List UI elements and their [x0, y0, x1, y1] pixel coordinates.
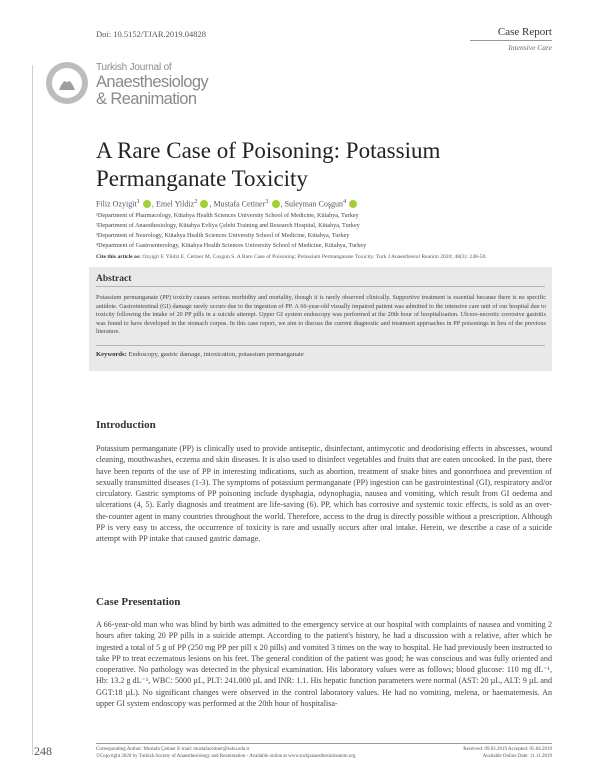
author-sup: 3 — [265, 198, 269, 205]
page-number: 248 — [34, 744, 52, 758]
author-sup: 1 — [136, 198, 140, 205]
article-type: Case Report — [497, 26, 552, 38]
orcid-icon[interactable] — [272, 200, 280, 208]
received-accepted: Received: 09.02.2019 Accepted: 05.04.2019 — [463, 747, 552, 752]
article-title — [96, 137, 516, 193]
orcid-icon[interactable] — [349, 200, 357, 208]
keywords-label: Keywords: — [96, 351, 127, 358]
journal-name-line1: Turkish Journal of — [96, 62, 172, 73]
author-name: Filiz Ozyigit — [96, 199, 137, 209]
journal-name-line2: Anaesthesiology — [96, 73, 209, 91]
article-title-line2: Permanganate Toxicity — [96, 166, 308, 191]
abstract-body: Potassium permanganate (PP) toxicity causes serious morbidity and mortality, though it is rarely observed clinically. Supportive treatment is essential because there is no specific antidote. Gastrointestinal (GI) damage rarely occurs due to the ingestion of PP. A 66-year-old visually impaired patient was admitted to the intensive care unit of our hospital due to toxicity following the intake of 20 PP pills in a suicide attempt. Upper GI system endoscopy was performed at the 20th hour of hospitalisation. Ulcero-necrotic corrosive gastritis was found to have developed in the stomach corpus. In this case report, we aim to discuss the current diagnostic and treatment approaches in PP poisonings in lieu of the previous literature. — [96, 294, 546, 336]
journal-logo-icon — [44, 60, 90, 106]
citation-label: Cite this article as: — [96, 254, 141, 260]
header-rule — [470, 40, 552, 41]
affiliation: ²Department of Anaesthesiology, Kütahya Evliya Çelebi Training and Research Hospital, Kütahya, Turkey — [96, 222, 360, 229]
introduction-body: Potassium permanganate (PP) is clinically used to provide antiseptic, disinfectant, antimycotic and deodorising effects in abscesses, wound cleaning, mouthwashes, eczema and skin diseases. It is also used to disinfect vegetables and fruits that are eaten uncooked. In the past, there have been reports of the use of PP in interesting indications, such as abortion, treatment of snake bites and gonorrhoea and prevention of sexually transmitted diseases (1-3). The symptoms of potassium permanganate (PP) ingestion can be gastrointestinal (GI), respiratory and/or circulatory. Gastric symptoms of PP poisoning include dysphagia, odynophagia, nausea and vomiting, which result from GI oedema and ulcerations (4, 5). Early diagnosis and treatment are life-saving (6). PP, which has corrosive and systemic toxic effects, is sold as an over-the-counter agent in many countries throughout the world. Therefore, access to the drug is directly possible without a prescription. Although PP is very easy to access, the occurrence of toxicity is rare and usually occurs after oral intake. Herein, we describe a case of a suicide attempt with PP intake that caused gastric damage. — [96, 444, 552, 544]
affiliation: ⁴Department of Gastroenterology, Kütahya Health Sciences University School of Medicine, Kütahya, Turkey — [96, 242, 367, 249]
available-online: Available Online Date: 11.11.2019 — [482, 754, 552, 759]
article-title-line1: A Rare Case of Poisoning: Potassium — [96, 138, 441, 163]
affiliation: ³Department of Neurology, Kütahya Health Sciences University School of Medicine, Kütahya, Turkey — [96, 232, 350, 239]
author-list: Filiz Ozyigit$^1$ , Emel Yildiz$^2$ , Mustafa Cetiner$^3$ , Suleyman Coşgun$^4$ — [96, 198, 358, 209]
author-name: Suleyman Coşgun — [284, 199, 344, 209]
doi: Doi: 10.5152/TJAR.2019.04828 — [96, 29, 207, 39]
journal-name-line3: & Reanimation — [96, 89, 197, 108]
article-subtype: Intensive Care — [508, 43, 552, 52]
footer-rule — [96, 743, 552, 744]
author-sup: 4 — [343, 198, 347, 205]
keywords-rule — [96, 345, 545, 346]
abstract-heading: Abstract — [96, 274, 132, 284]
journal-name — [96, 63, 208, 107]
left-margin-rule — [32, 65, 33, 755]
corresponding-author: Corresponding Author: Mustafa Çetiner E-mail: mustafacetiner@ksbu.edu.tr — [96, 747, 250, 752]
keywords — [96, 351, 304, 358]
section-heading-case-presentation: Case Presentation — [96, 596, 181, 608]
footer-left — [96, 746, 356, 760]
copyright: ©Copyright 2020 by Turkish Society of Anaesthesiology and Reanimation - Available online at www.turkjanaesthesiolreanim.org — [96, 754, 356, 759]
author-name: Emel Yildiz — [156, 199, 195, 209]
case-presentation-body: A 66-year-old man who was blind by birth was admitted to the emergency service at our hospital with complaints of nausea and vomiting 2 hours after taking 20 PP pills in a suicide attempt. According to the patient's history, he had a discussion with a relative, after which he ingested a total of 5 g of PP (250 mg PP per pill x 20 pills) and vomited 3 times on the way to hospital. He had previously been instructed to take PP to treat eczematous lesions on his feet. The general condition of the patient was good; he was conscious and was fully oriented and cooperative. No pathology was detected in the physical examination. His laboratory values were as follows; blood glucose: 110 mg dL⁻¹, Hb: 13.2 g dL⁻¹, WBC: 5000 µL, PLT: 241.000 µL and INR: 1.1. His hepatic function parameters were normal (AST: 20 µL, ALT: 9 µL and GGT:18 µL). No significant changes were observed in the control laboratory values. He had no vomiting, melena, or haematemesis. An upper GI system endoscopy was performed at the 20th hour of hospitalisa- — [96, 620, 552, 709]
author-sup: 2 — [194, 198, 198, 205]
orcid-icon[interactable] — [200, 200, 208, 208]
author-name: Mustafa Cetiner — [213, 199, 266, 209]
keywords-list: Endoscopy, gastric damage, intoxication, potassium permanganate — [128, 351, 304, 358]
orcid-icon[interactable] — [143, 200, 151, 208]
footer-right — [463, 746, 552, 760]
abstract-rule — [96, 286, 545, 287]
affiliation: ¹Department of Pharmacology, Kütahya Health Sciences University School of Medicine, Kütahya, Turkey — [96, 212, 359, 219]
section-heading-introduction: Introduction — [96, 419, 156, 431]
citation-text: Ozyigit F, Yildiz E, Cetiner M, Cosgun S. A Rare Case of Poisoning: Potassium Permanganate Toxicity. Turk J Anaesthesiol Reanim 2020; 48(3): 248-50. — [142, 254, 487, 260]
citation — [96, 254, 487, 260]
